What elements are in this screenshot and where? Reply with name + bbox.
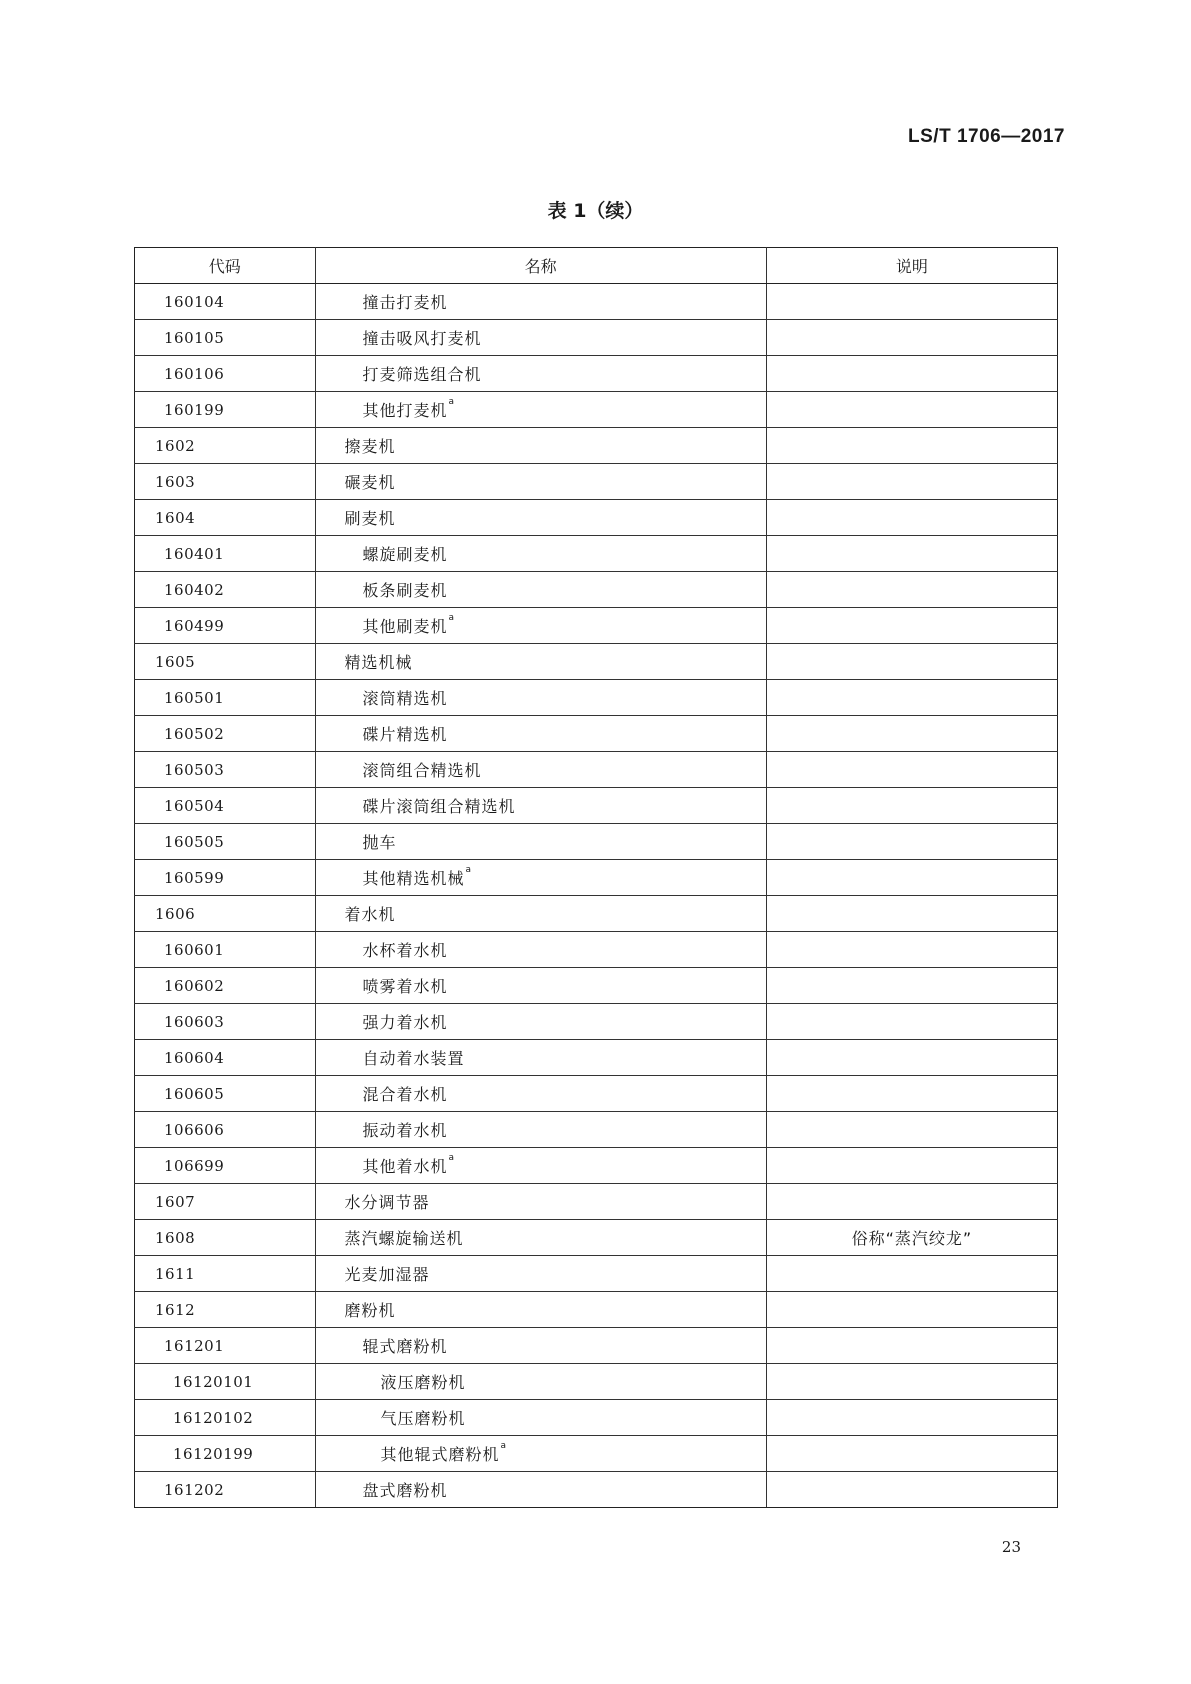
- row-note: [766, 1256, 1057, 1292]
- table-row: [135, 608, 1058, 644]
- table-row: [135, 1220, 1058, 1256]
- row-name-cell: [315, 464, 766, 500]
- row-code: 160605: [135, 1076, 316, 1112]
- row-name-cell: [315, 752, 766, 788]
- row-name-cell: [315, 932, 766, 968]
- row-name: 其他刷麦机: [362, 617, 448, 636]
- table-row: [135, 896, 1058, 932]
- table-header-row: [135, 248, 1058, 284]
- row-name: 撞击吸风打麦机: [362, 329, 482, 348]
- row-note: [766, 320, 1057, 356]
- column-header-note: 说明: [766, 248, 1057, 284]
- row-code: 16120199: [135, 1436, 316, 1472]
- column-header-code: 代码: [135, 248, 316, 284]
- row-name: 水杯着水机: [362, 941, 448, 960]
- row-code: 1603: [135, 464, 316, 500]
- row-name-cell: [315, 680, 766, 716]
- row-code: 160402: [135, 572, 316, 608]
- row-name-cell: [315, 392, 766, 428]
- row-note: [766, 1184, 1057, 1220]
- table-row: [135, 788, 1058, 824]
- table-row: [135, 680, 1058, 716]
- row-name-cell: [315, 1184, 766, 1220]
- footnote-marker: a: [465, 865, 473, 875]
- row-note: [766, 1292, 1057, 1328]
- row-note: [766, 392, 1057, 428]
- row-name: 振动着水机: [362, 1121, 448, 1140]
- row-note: [766, 1364, 1057, 1400]
- row-name: 碟片滚筒组合精选机: [362, 797, 516, 816]
- footnote-marker: a: [500, 1441, 508, 1451]
- row-name-cell: [315, 320, 766, 356]
- row-name: 板条刷麦机: [362, 581, 448, 600]
- row-code: 160199: [135, 392, 316, 428]
- table-row: [135, 1184, 1058, 1220]
- row-name-cell: [315, 1400, 766, 1436]
- footnote-marker: a: [448, 613, 456, 623]
- row-name-cell: [315, 1328, 766, 1364]
- table-row: [135, 500, 1058, 536]
- table-row: [135, 752, 1058, 788]
- table-title: 表 1（续）: [547, 200, 644, 222]
- row-note: [766, 1112, 1057, 1148]
- row-name: 液压磨粉机: [380, 1373, 466, 1392]
- row-note: [766, 536, 1057, 572]
- row-name-cell: [315, 608, 766, 644]
- row-name: 水分调节器: [344, 1193, 430, 1212]
- table-row: [135, 716, 1058, 752]
- table-row: [135, 1436, 1058, 1472]
- row-code: 1608: [135, 1220, 316, 1256]
- row-name: 其他精选机械: [362, 869, 465, 888]
- row-note: [766, 608, 1057, 644]
- row-name: 光麦加湿器: [344, 1265, 430, 1284]
- row-name-cell: [315, 1472, 766, 1508]
- table-row: [135, 1112, 1058, 1148]
- row-name-cell: [315, 788, 766, 824]
- row-note: [766, 1328, 1057, 1364]
- standard-code: LS/T 1706—2017: [908, 126, 1065, 147]
- row-code: 106699: [135, 1148, 316, 1184]
- row-note: [766, 716, 1057, 752]
- row-name-cell: [315, 1076, 766, 1112]
- row-note: [766, 356, 1057, 392]
- row-name: 喷雾着水机: [362, 977, 448, 996]
- row-code: 1612: [135, 1292, 316, 1328]
- row-note: [766, 1436, 1057, 1472]
- table-row: [135, 284, 1058, 320]
- row-name: 混合着水机: [362, 1085, 448, 1104]
- row-name-cell: [315, 500, 766, 536]
- row-name-cell: [315, 716, 766, 752]
- row-code: 160603: [135, 1004, 316, 1040]
- row-name-cell: [315, 644, 766, 680]
- row-name: 撞击打麦机: [362, 293, 448, 312]
- row-name-cell: [315, 356, 766, 392]
- table-row: [135, 1148, 1058, 1184]
- row-note: [766, 428, 1057, 464]
- row-note: [766, 500, 1057, 536]
- row-note: [766, 572, 1057, 608]
- row-name: 其他打麦机: [362, 401, 448, 420]
- table-row: [135, 824, 1058, 860]
- row-name-cell: [315, 1040, 766, 1076]
- row-name: 滚筒精选机: [362, 689, 448, 708]
- row-name: 辊式磨粉机: [362, 1337, 448, 1356]
- row-note: 俗称“蒸汽绞龙”: [766, 1220, 1057, 1256]
- row-name-cell: [315, 428, 766, 464]
- row-name-cell: [315, 896, 766, 932]
- row-code: 161202: [135, 1472, 316, 1508]
- row-name: 擦麦机: [344, 437, 396, 456]
- row-name: 打麦筛选组合机: [362, 365, 482, 384]
- row-name: 盘式磨粉机: [362, 1481, 448, 1500]
- row-code: 160599: [135, 860, 316, 896]
- row-note: [766, 1400, 1057, 1436]
- row-code: 1602: [135, 428, 316, 464]
- row-name-cell: [315, 1148, 766, 1184]
- row-code: 160502: [135, 716, 316, 752]
- row-note: [766, 752, 1057, 788]
- row-name-cell: [315, 860, 766, 896]
- row-code: 160503: [135, 752, 316, 788]
- row-note: [766, 644, 1057, 680]
- row-name-cell: [315, 1112, 766, 1148]
- row-note: [766, 1076, 1057, 1112]
- table-row: [135, 1004, 1058, 1040]
- table-row: [135, 644, 1058, 680]
- row-code: 1606: [135, 896, 316, 932]
- table-row: [135, 860, 1058, 896]
- footnote-marker: a: [448, 397, 456, 407]
- table-row: [135, 392, 1058, 428]
- row-code: 1607: [135, 1184, 316, 1220]
- row-code: 160104: [135, 284, 316, 320]
- row-name: 碟片精选机: [362, 725, 448, 744]
- row-name-cell: [315, 1256, 766, 1292]
- row-name: 抛车: [362, 833, 397, 852]
- table-row: [135, 320, 1058, 356]
- row-note: [766, 824, 1057, 860]
- row-note: [766, 680, 1057, 716]
- row-note: [766, 968, 1057, 1004]
- column-header-name: 名称: [315, 248, 766, 284]
- row-code: 160499: [135, 608, 316, 644]
- row-note: [766, 860, 1057, 896]
- row-name: 刷麦机: [344, 509, 396, 528]
- table-row: [135, 968, 1058, 1004]
- row-note: [766, 284, 1057, 320]
- row-name: 滚筒组合精选机: [362, 761, 482, 780]
- row-name: 螺旋刷麦机: [362, 545, 448, 564]
- row-name-cell: [315, 1292, 766, 1328]
- row-name: 磨粉机: [344, 1301, 396, 1320]
- row-name-cell: [315, 284, 766, 320]
- table-row: [135, 1400, 1058, 1436]
- row-name: 其他着水机: [362, 1157, 448, 1176]
- table-row: [135, 536, 1058, 572]
- row-code: 106606: [135, 1112, 316, 1148]
- row-name: 自动着水装置: [362, 1049, 465, 1068]
- row-note: [766, 1148, 1057, 1184]
- row-code: 160106: [135, 356, 316, 392]
- table-row: [135, 572, 1058, 608]
- row-code: 160601: [135, 932, 316, 968]
- row-code: 160604: [135, 1040, 316, 1076]
- row-name: 蒸汽螺旋输送机: [344, 1229, 464, 1248]
- row-name: 强力着水机: [362, 1013, 448, 1032]
- row-name-cell: [315, 968, 766, 1004]
- row-code: 1604: [135, 500, 316, 536]
- row-note: [766, 464, 1057, 500]
- table-row: [135, 1076, 1058, 1112]
- row-code: 16120102: [135, 1400, 316, 1436]
- row-note: [766, 788, 1057, 824]
- code-table: [134, 247, 1058, 1508]
- row-name: 其他辊式磨粉机: [380, 1445, 500, 1464]
- row-name: 气压磨粉机: [380, 1409, 466, 1428]
- row-note: [766, 1004, 1057, 1040]
- row-name-cell: [315, 1004, 766, 1040]
- row-code: 160501: [135, 680, 316, 716]
- row-code: 161201: [135, 1328, 316, 1364]
- row-code: 160401: [135, 536, 316, 572]
- row-name-cell: [315, 1436, 766, 1472]
- row-name-cell: [315, 1220, 766, 1256]
- row-name: 精选机械: [344, 653, 413, 672]
- table-row: [135, 1292, 1058, 1328]
- table-row: [135, 1472, 1058, 1508]
- page-number: 23: [1001, 1538, 1021, 1556]
- row-name: 碾麦机: [344, 473, 396, 492]
- row-name-cell: [315, 572, 766, 608]
- table-body: [135, 284, 1058, 1508]
- table-row: [135, 1040, 1058, 1076]
- table-row: [135, 1364, 1058, 1400]
- footnote-marker: a: [448, 1153, 456, 1163]
- row-name-cell: [315, 824, 766, 860]
- row-note: [766, 1472, 1057, 1508]
- row-code: 160504: [135, 788, 316, 824]
- table-row: [135, 932, 1058, 968]
- row-code: 160602: [135, 968, 316, 1004]
- row-note: [766, 896, 1057, 932]
- table-row: [135, 464, 1058, 500]
- row-code: 160505: [135, 824, 316, 860]
- row-name-cell: [315, 536, 766, 572]
- row-code: 1611: [135, 1256, 316, 1292]
- table-row: [135, 356, 1058, 392]
- row-name: 着水机: [344, 905, 396, 924]
- table-row: [135, 1256, 1058, 1292]
- table-row: [135, 428, 1058, 464]
- row-code: 16120101: [135, 1364, 316, 1400]
- row-name-cell: [315, 1364, 766, 1400]
- row-note: [766, 1040, 1057, 1076]
- table-row: [135, 1328, 1058, 1364]
- row-code: 160105: [135, 320, 316, 356]
- row-note: [766, 932, 1057, 968]
- row-code: 1605: [135, 644, 316, 680]
